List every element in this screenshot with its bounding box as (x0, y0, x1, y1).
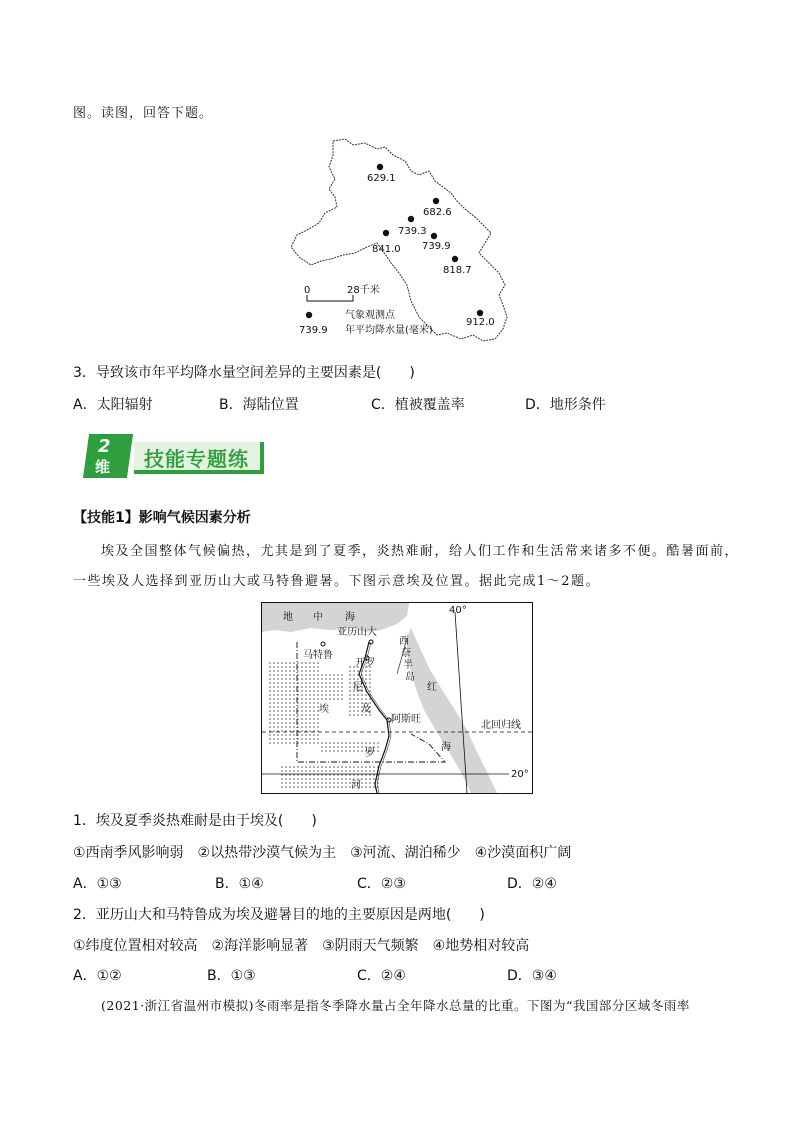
scale-bar (304, 283, 380, 301)
station-dot (377, 164, 383, 170)
egypt-map (261, 602, 533, 794)
footer-paragraph: (2021·浙江省温州市模拟)冬雨率是指冬季降水量占全年降水总量的比重。下图为“我国部分区域冬雨率 (101, 998, 690, 1013)
question-1-option-a[interactable]: A．①③ (73, 876, 122, 892)
station-value: 739.9 (422, 241, 451, 252)
station-dot (431, 233, 437, 239)
question-2-items: ①纬度位置相对较高 ②海洋影响显著 ③阴雨天气频繁 ④地势相对较高 (73, 938, 530, 954)
question-1-option-b[interactable]: B．①④ (215, 876, 264, 892)
svg-text:0: 0 (304, 285, 311, 296)
question-3-option-b[interactable]: B．海陆位置 (219, 397, 299, 413)
svg-text:亚历山大: 亚历山大 (337, 627, 377, 638)
intro-text: 图。读图，回答下题。 (73, 106, 214, 121)
station-value: 912.0 (466, 317, 495, 328)
question-2-stem: 2．亚历山大和马特鲁成为埃及避暑目的地的主要原因是两地( ) (73, 907, 485, 923)
question-1-stem: 1．埃及夏季炎热难耐是由于埃及( ) (73, 813, 317, 829)
svg-text:罗: 罗 (365, 748, 375, 759)
question-3-option-a[interactable]: A．太阳辐射 (73, 397, 153, 413)
banner-wei: 维 (95, 458, 111, 476)
svg-text:地: 地 (283, 612, 293, 623)
svg-text:28千米: 28千米 (347, 285, 380, 296)
skill-paragraph-line-1: 埃及全国整体气候偏热，尤其是到了夏季，炎热难耐，给人们工作和生活常来诸多不便。酷暑面前， (101, 544, 740, 559)
svg-text:河: 河 (351, 780, 361, 791)
svg-text:尼: 尼 (353, 682, 363, 693)
map-legend (299, 308, 433, 336)
svg-text:中: 中 (313, 612, 323, 623)
question-3-stem: 3．导致该市年平均降水量空间差异的主要因素是( ) (73, 365, 415, 381)
station-value: 818.7 (443, 265, 472, 276)
svg-text:阿斯旺: 阿斯旺 (391, 714, 421, 725)
skill-paragraph-line-2: 一些埃及人选择到亚历山大或马特鲁避暑。下图示意埃及位置。据此完成1～2题。 (73, 574, 601, 589)
svg-text:北回归线: 北回归线 (481, 720, 521, 731)
station-dot (408, 216, 414, 222)
station-dot (452, 256, 458, 262)
svg-text:海: 海 (345, 612, 355, 623)
question-3-option-c[interactable]: C．植被覆盖率 (371, 397, 465, 413)
banner-number: 2 (98, 436, 111, 457)
station-dot (433, 198, 439, 204)
svg-text:气象观测点: 气象观测点 (345, 310, 395, 321)
station-value: 629.1 (367, 173, 396, 184)
question-2-option-b[interactable]: B．①③ (207, 968, 256, 984)
question-1-option-c[interactable]: C．②③ (357, 876, 406, 892)
svg-text:奈: 奈 (401, 648, 411, 659)
station-dot (477, 310, 483, 316)
station-value: 841.0 (372, 244, 401, 255)
question-2-option-d[interactable]: D．③④ (507, 968, 557, 984)
desert-region (319, 674, 345, 702)
station-value: 682.6 (423, 207, 452, 218)
question-2-option-a[interactable]: A．①② (73, 968, 122, 984)
svg-text:年平均降水量(毫米): 年平均降水量(毫米) (345, 325, 433, 336)
svg-text:开罗: 开罗 (355, 658, 375, 669)
svg-text:739.9: 739.9 (299, 325, 328, 336)
station-dot (383, 230, 389, 236)
svg-text:岛: 岛 (405, 672, 415, 683)
desert-region (281, 766, 381, 788)
svg-text:红: 红 (427, 682, 437, 693)
question-2-option-c[interactable]: C．②④ (357, 968, 406, 984)
desert-region (269, 660, 319, 744)
precipitation-map (285, 135, 510, 345)
city-boundary (291, 139, 507, 341)
svg-text:马特鲁: 马特鲁 (303, 650, 333, 661)
banner-title: 技能专题练 (144, 447, 249, 471)
svg-text:20°: 20° (511, 769, 529, 780)
svg-text:埃: 埃 (319, 704, 329, 715)
svg-text:半: 半 (403, 660, 413, 671)
station-value: 739.3 (398, 226, 427, 237)
section-banner (86, 434, 278, 480)
svg-text:西: 西 (399, 636, 409, 647)
svg-text:40°: 40° (449, 605, 467, 616)
svg-text:及: 及 (361, 704, 371, 715)
question-1-items: ①西南季风影响弱 ②以热带沙漠气候为主 ③河流、湖泊稀少 ④沙漠面积广阔 (73, 845, 572, 861)
skill-heading: 【技能1】影响气候因素分析 (73, 510, 251, 526)
question-3-option-d[interactable]: D．地形条件 (525, 397, 606, 413)
question-1-option-d[interactable]: D．②④ (507, 876, 557, 892)
svg-text:海: 海 (441, 742, 451, 753)
